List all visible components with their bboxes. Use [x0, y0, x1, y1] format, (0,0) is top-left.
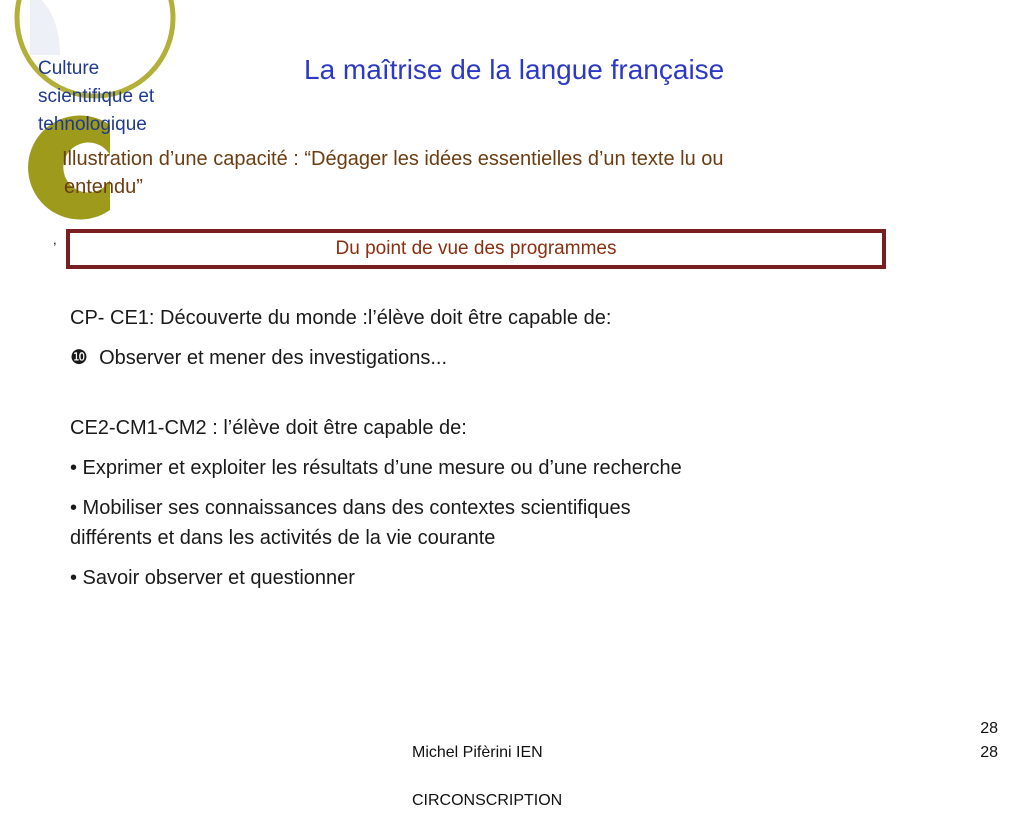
- page-number-bottom: 28: [980, 744, 998, 761]
- page-number: [980, 717, 998, 765]
- bullet-item: • Mobiliser ses connaissances dans des contextes scientifiques: [70, 497, 631, 519]
- footer-author-line1: Michel Pifèrini IEN: [412, 744, 543, 761]
- subtitle-line2: entendu”: [64, 176, 143, 198]
- page-number-top: 28: [980, 720, 998, 737]
- cp-ce1-bullet-text: Observer et mener des investigations...: [99, 347, 448, 369]
- bullet-item: • Savoir observer et questionner: [70, 567, 355, 589]
- corner-label-line2: scientifique et: [38, 86, 155, 107]
- bullet-item: • Exprimer et exploiter les résultats d’une mesure ou d’une recherche: [70, 457, 682, 479]
- slide-title: La maîtrise de la langue française: [304, 54, 725, 85]
- numbered-bullet-icon: ❿: [70, 347, 88, 369]
- slide-body: [70, 303, 950, 593]
- slide-subtitle: [62, 145, 942, 201]
- subtitle-line1: Illustration d’une capacité : “Dégager les idées essentielles d’un texte lu ou: [62, 148, 724, 170]
- corner-label-line1: Culture: [38, 58, 100, 79]
- corner-label: [38, 55, 228, 139]
- cp-ce1-bullet: [70, 343, 950, 373]
- corner-label-line3: tehnologique: [38, 114, 147, 135]
- programmes-box-label: Du point de vue des programmes: [335, 238, 617, 259]
- light-blue-shape: [30, 0, 60, 55]
- cp-ce1-heading: CP- CE1: Découverte du monde :l’élève doit être capable de:: [70, 307, 612, 329]
- ce2-heading: CE2-CM1-CM2 : l’élève doit être capable de:: [70, 417, 467, 439]
- stray-mark: ,: [53, 232, 57, 247]
- bullet-item-continuation: différents et dans les activités de la vie courante: [70, 527, 496, 549]
- footer-author-line2: CIRCONSCRIPTION: [412, 792, 563, 809]
- footer-author: [412, 717, 562, 837]
- programmes-box: [66, 229, 886, 269]
